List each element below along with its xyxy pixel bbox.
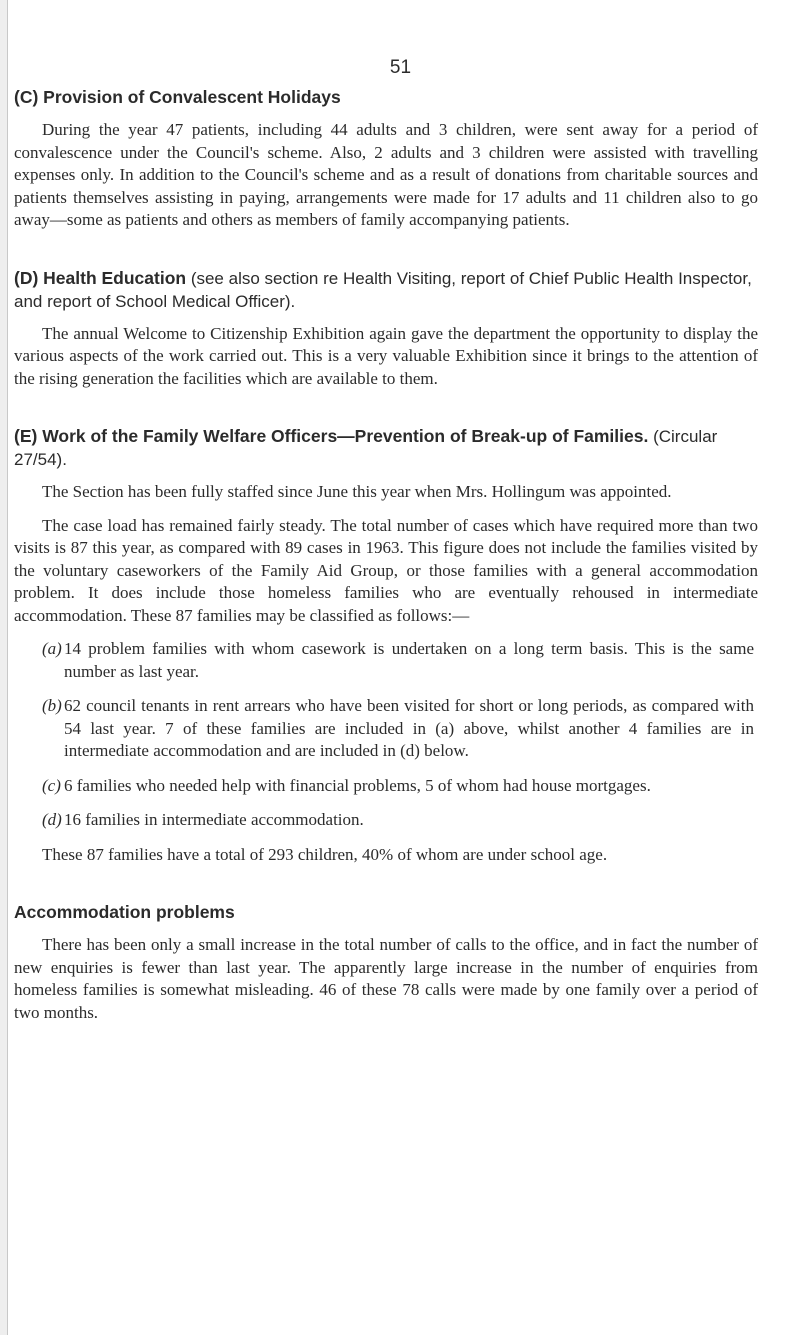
- list-item-label: (d): [42, 810, 62, 829]
- section-e: [14, 425, 758, 866]
- section-c-heading: (C) Provision of Convalescent Holidays: [14, 87, 341, 107]
- list-item: [14, 638, 758, 683]
- accommodation-heading: Accommodation problems: [14, 902, 235, 922]
- section-e-paragraph-3: These 87 families have a total of 293 children, 40% of whom are under school age.: [42, 844, 608, 864]
- section-accommodation: [14, 901, 758, 1024]
- list-item: [14, 809, 758, 832]
- list-item: [14, 775, 758, 798]
- section-e-title: (E) Work of the Family Welfare Officers—Prevention of Break-up of Families.: [14, 426, 649, 446]
- list-item-text: 16 families in intermediate accommodation.: [64, 810, 364, 829]
- classification-list: [14, 638, 758, 832]
- section-d: [14, 267, 758, 391]
- page-edge: [0, 0, 8, 1335]
- section-e-paragraph-2: The case load has remained fairly steady. The total number of cases which have required more than two visits is 87 this year, as compared with 89 cases in 1963. This figure does not include the families visited by the voluntary caseworkers of the Family Aid Group, or those families with a general accommodation problem. It does include those homeless families who are eventually rehoused in intermediate accommodation. These 87 families may be classified as follows:—: [14, 515, 758, 625]
- list-item-label: (b): [42, 696, 62, 715]
- section-e-heading: [14, 425, 758, 471]
- list-item-text: 6 families who needed help with financial problems, 5 of whom had house mortgages.: [64, 775, 651, 795]
- list-item-label: (c): [42, 775, 61, 795]
- list-item-text: 62 council tenants in rent arrears who have been visited for short or long periods, as compared with 54 last year. 7 of these families are included in (a) above, whilst another 4 families are in intermediate accommodation and are included in (d) below.: [64, 696, 754, 760]
- list-item-text: 14 problem families with whom casework is undertaken on a long term basis. This is the same number as last year.: [64, 639, 754, 681]
- list-item: [14, 695, 758, 763]
- section-d-title: (D) Health Education: [14, 267, 187, 288]
- document-body: [14, 86, 758, 1024]
- section-d-heading-note: (see also section re Health Visiting, report of Chief Public Health Inspector, and report of School Medical Officer).: [14, 268, 752, 311]
- page-number: 51: [389, 57, 412, 78]
- section-d-heading: [14, 267, 758, 313]
- accommodation-paragraph: There has been only a small increase in the total number of calls to the office, and in fact the number of new enquiries is fewer than last year. The apparently large increase in the number of enquiries from homeless families is somewhat misleading. 46 of these 78 calls were made by one family over a period of two months.: [14, 935, 758, 1022]
- section-d-paragraph: The annual Welcome to Citizenship Exhibition again gave the department the opportunity to display the various aspects of the work carried out. This is a very valuable Exhibition since it brings to the attention of the rising generation the facilities which are available to them.: [14, 323, 758, 388]
- section-c-paragraph: During the year 47 patients, including 44 adults and 3 children, were sent away for a period of convalescence under the Council's scheme. Also, 2 adults and 3 children were assisted with travelling expenses only. In addition to the Council's scheme and as a result of donations from charitable sources and patients themselves assisting in paying, arrangements were made for 17 adults and 11 children also to go away—some as patients and others as members of family accompanying patients.: [14, 120, 758, 229]
- section-e-paragraph-1: The Section has been fully staffed since June this year when Mrs. Hollingum was appointed.: [42, 482, 672, 501]
- list-item-label: (a): [42, 639, 62, 658]
- section-c: [14, 86, 758, 232]
- section-e-heading-note: (Circular 27/54).: [14, 427, 718, 469]
